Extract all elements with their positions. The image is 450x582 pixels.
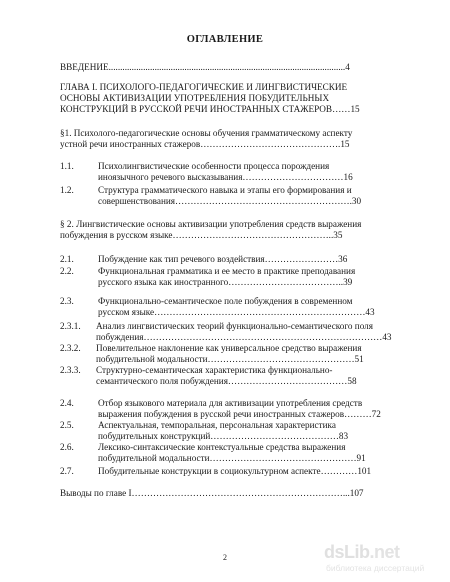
toc-subsection-number: 2.2. — [60, 266, 74, 276]
toc-subsection-line-2: побудительной модальности…………………………………………91 — [98, 453, 366, 463]
toc-subsection-number: 2.3.2. — [60, 343, 81, 353]
toc-subsection-line-1: Побудительные конструкции в социокультурном аспекте…………101 — [98, 466, 372, 476]
toc-section-1-line-2: устной речи иностранных стажеров……………………………………….15 — [60, 139, 350, 149]
toc-subsection-number: 2.3.1. — [60, 321, 81, 331]
toc-entry-conclusions: Выводы по главе I……………………………………………………………...107 — [60, 488, 364, 498]
watermark-subtitle: библиотека диссертаций — [326, 563, 425, 573]
toc-chapter-1-line-3: КОНСТРУКЦИЙ В РУССКОЙ РЕЧИ ИНОСТРАННЫХ СТАЖЕРОВ……15 — [60, 104, 360, 114]
toc-title: ОГЛАВЛЕНИЕ — [186, 34, 264, 45]
toc-subsection-number: 2.6. — [60, 442, 74, 452]
toc-subsection-number: 2.7. — [60, 466, 74, 476]
toc-subsection-line-1: Функциональная грамматика и ее место в практике преподавания — [98, 266, 356, 276]
toc-subsection-number: 1.2. — [60, 185, 74, 195]
toc-subsection-line-2: семантического поля побуждения…………………………………58 — [96, 376, 357, 386]
toc-subsection-line-1: Отбор языкового материала для активизации употребления средств — [98, 398, 363, 408]
toc-subsection-line-1: Психолингвистические особенности процесса порождения — [98, 161, 330, 171]
toc-chapter-1-line-2: ОСНОВЫ АКТИВИЗАЦИИ УПОТРЕБЛЕНИЯ ПОБУДИТЕЛЬНЫХ — [60, 93, 330, 103]
toc-subsection-line-1: Анализ лингвистических теорий функционально-семантического поля — [96, 321, 373, 331]
toc-subsection-number: 1.1. — [60, 161, 74, 171]
toc-subsection-number: 2.3. — [60, 296, 74, 306]
toc-subsection-line-1: Функционально-семантическое поле побуждения в современном — [98, 296, 353, 306]
toc-section-1-line-1: §1. Психолого-педагогические основы обучения грамматическому аспекту — [60, 128, 353, 138]
toc-subsection-line-1: Побуждение как тип речевого воздействия……………………36 — [98, 254, 348, 264]
toc-subsection-number: 2.3.3. — [60, 365, 81, 375]
toc-subsection-number: 2.4. — [60, 398, 74, 408]
toc-subsection-line-2: иноязычного речевого высказывания……………………………16 — [98, 172, 353, 182]
toc-section-2-line-1: § 2. Лингвистические основы активизации употребления средств выражения — [60, 219, 362, 229]
toc-subsection-line-2: побудительной модальности…………………………………………51 — [96, 354, 364, 364]
toc-subsection-line-2: выражения побуждения в русской речи иностранных стажеров………72 — [98, 409, 381, 419]
toc-section-2-line-2: побуждения в русском языке……………………………………………..35 — [60, 230, 343, 240]
toc-subsection-number: 2.1. — [60, 254, 74, 264]
toc-subsection-line-1: Лексико-синтаксические контекстуальные средства выражения — [98, 442, 346, 452]
toc-subsection-line-2: побудительных конструкций……………………………………83 — [98, 431, 349, 441]
toc-subsection-line-1: Структурно-семантическая характеристика функционально- — [96, 365, 333, 375]
toc-chapter-1-line-1: ГЛАВА I. ПСИХОЛОГО-ПЕДАГОГИЧЕСКИЕ И ЛИНГВИСТИЧЕСКИЕ — [60, 82, 348, 92]
watermark-logo: dsLib.net — [324, 542, 400, 562]
toc-subsection-line-1: Структура грамматического навыка и этапы его формирования и — [98, 185, 352, 195]
toc-subsection-line-1: Повелительное наклонение как универсальное средство выражения — [96, 343, 362, 353]
page-number: 2 — [223, 553, 227, 562]
dslib-watermark — [324, 542, 442, 576]
toc-subsection-line-2: побуждения……………………………………………………………………43 — [96, 332, 392, 342]
toc-subsection-number: 2.5. — [60, 420, 74, 430]
toc-subsection-line-2: русском языке……………………………………………………………43 — [98, 307, 375, 317]
toc-subsection-line-2: совершенствования………………………………………………….30 — [98, 196, 362, 206]
toc-subsection-line-1: Аспектуальная, темпоральная, персональная характеристика — [98, 420, 336, 430]
toc-subsection-line-2: русского языка как иностранного………………………………..39 — [98, 277, 353, 287]
toc-entry-introduction: ВВЕДЕНИЕ.......................................................................................................4 — [60, 62, 350, 72]
